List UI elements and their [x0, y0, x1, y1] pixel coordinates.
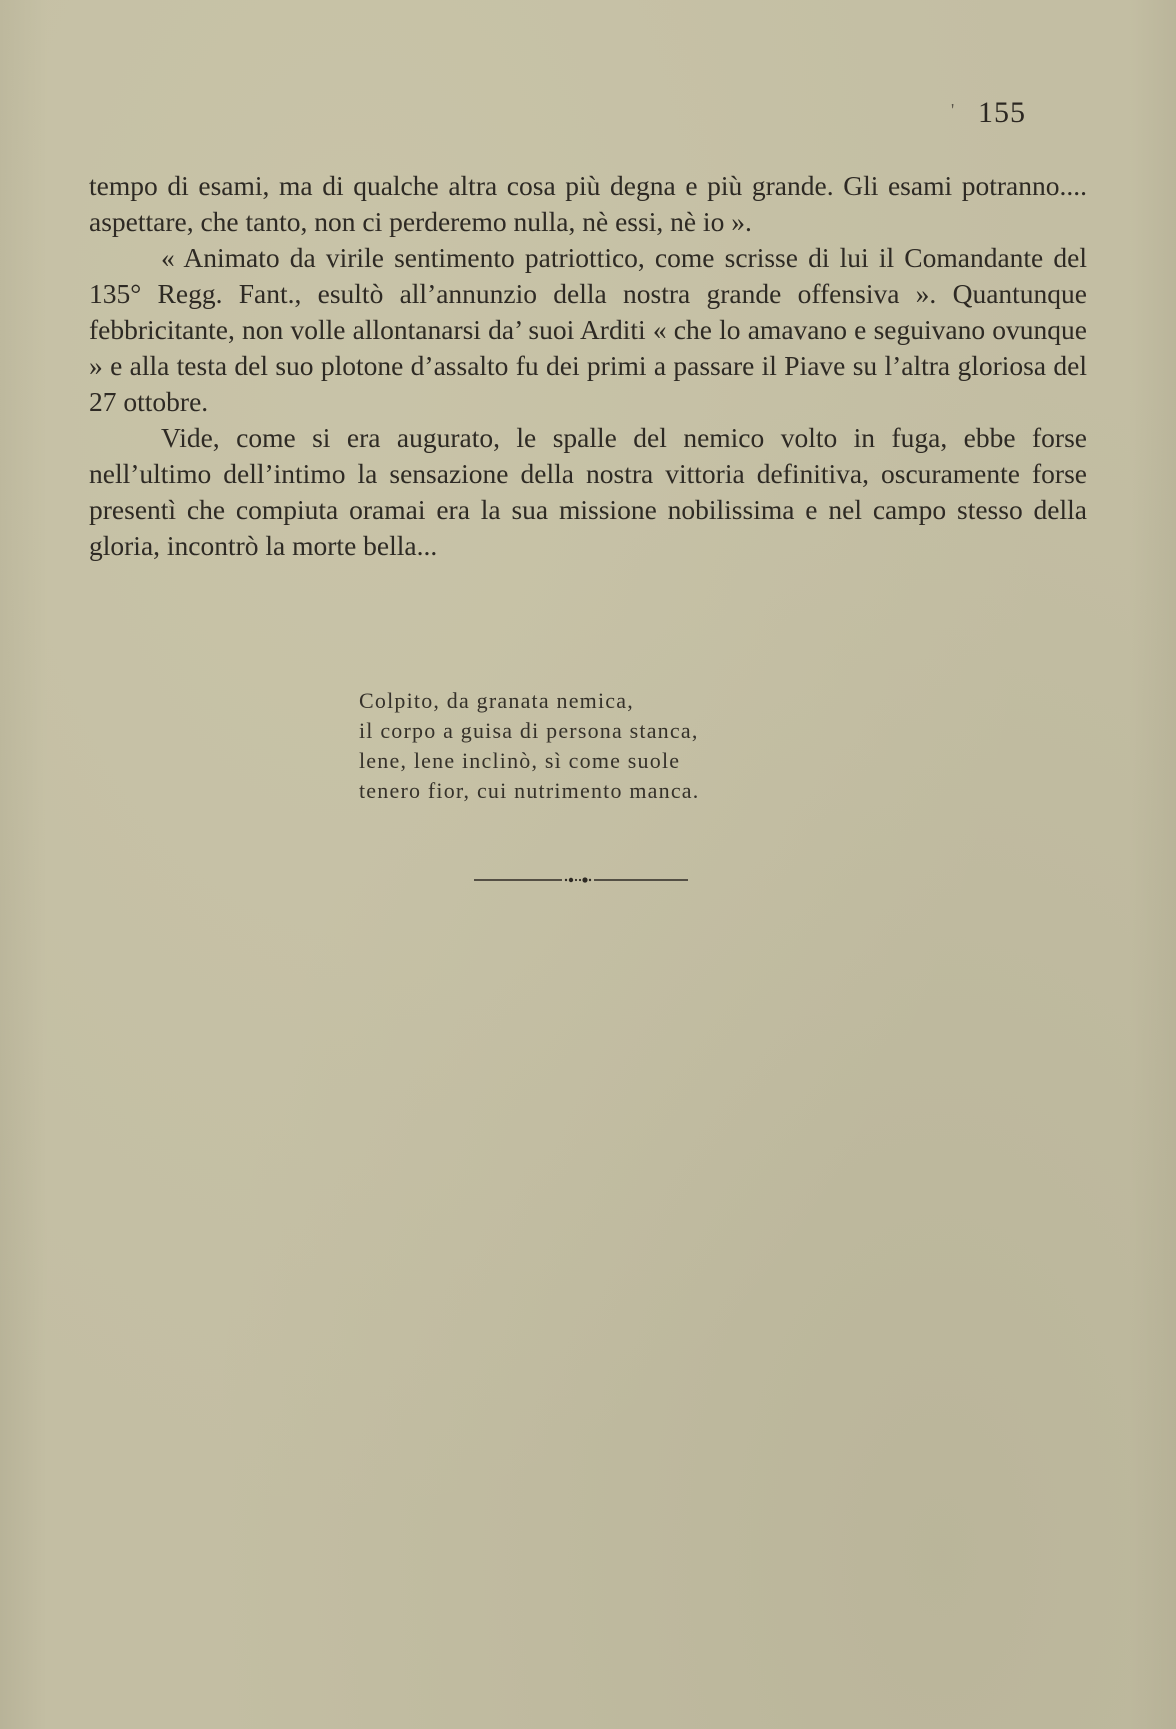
verse-line-1: Colpito, da granata nemica,	[359, 688, 634, 713]
paragraph-1: tempo di esami, ma di qualche altra cosa più degna e più grande. Gli esami potranno.... aspettare, che tanto, non ci perderemo nulla, nè essi, nè io ».	[89, 170, 1087, 237]
page-number-text: 155	[978, 96, 1026, 129]
verse-line-3: lene, lene inclinò, sì come suole	[359, 748, 681, 773]
page-mark: '	[951, 100, 956, 120]
verse-quote	[359, 686, 699, 806]
page-number	[951, 96, 1026, 130]
paragraph-2: « Animato da virile sentimento patriottico, come scrisse di lui il Comandante del 135° Regg. Fant., esultò all’annunzio della nostra grande offensiva ». Quantunque febbricitante, non volle allontanarsi da’ suoi Arditi « che lo amavano e seguivano ovunque » e alla testa del suo plotone d’assalto fu dei primi a passare il Piave su l’altra gloriosa del 27 ottobre.	[89, 242, 1087, 417]
verse-line-2: il corpo a guisa di persona stanca,	[359, 718, 699, 743]
body-text	[89, 168, 1087, 564]
paragraph-3: Vide, come si era augurato, le spalle del nemico volto in fuga, ebbe forse nell’ultimo dell’intimo la sensazione della nostra vittoria definitiva, oscuramente forse presentì che compiuta oramai era la sua missione nobilissima e nel campo stesso della gloria, incontrò la morte bella...	[89, 422, 1087, 561]
verse-line-4: tenero fior, cui nutrimento manca.	[359, 778, 700, 803]
section-divider-ornament	[474, 872, 688, 888]
